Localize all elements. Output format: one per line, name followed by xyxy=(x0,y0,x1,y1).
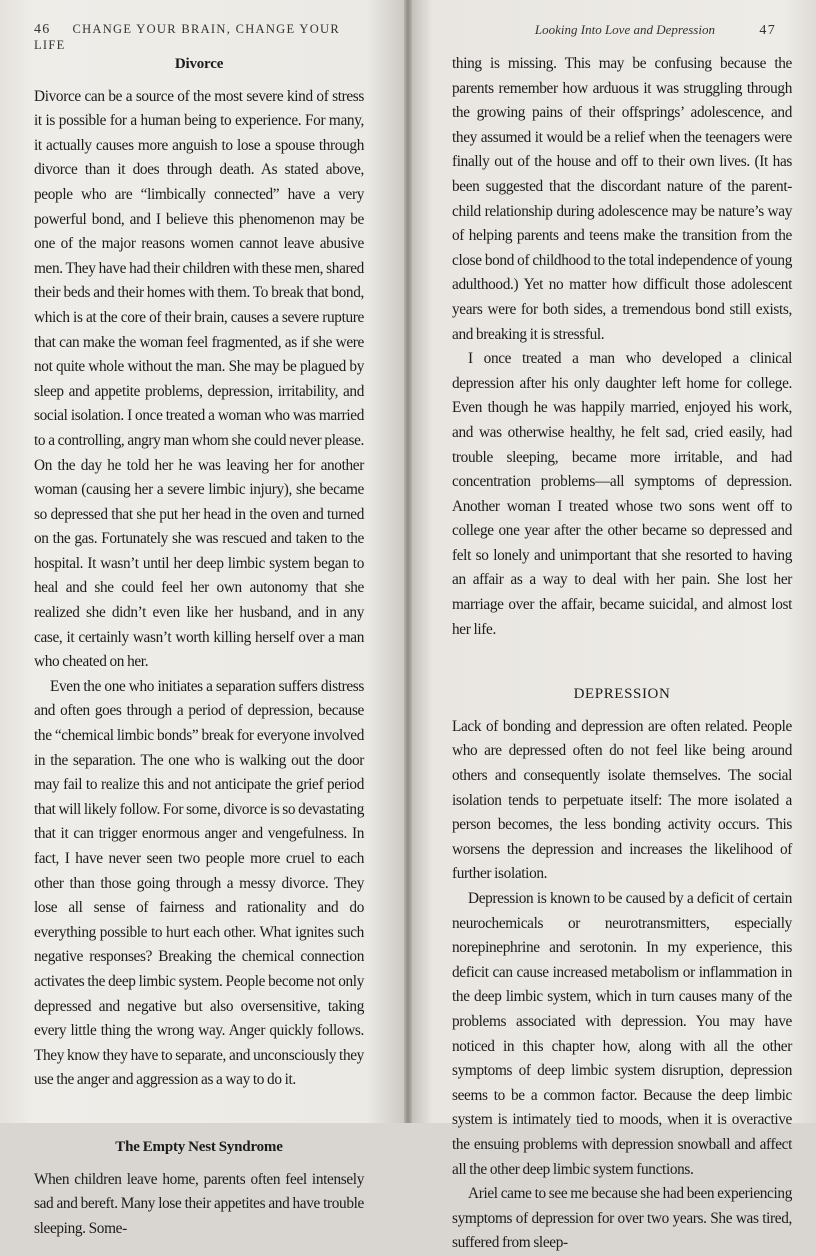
left-page xyxy=(0,0,408,1237)
right-page-number: 47 xyxy=(759,23,776,38)
divorce-paragraph-2: Even the one who initiates a separation suffers distress and often goes through a period of depression, because the “chemical limbic bonds” break for everyone involved in the separation. The one who is walking out the door may fail to realize this and not anticipate the grief period that will likely follow. For some, divorce is so devastating that it can trigger enormous anger and vengefulness. In fact, I have never seen two people more cruel to each other than those going through a messy divorce. They lose all sense of fairness and rationality and do everything possible to hurt each other. What ignites such negative responses? Breaking the chemical connection activates the deep limbic system. People become not only depressed and negative but also oversensitive, taking every little thing the wrong way. Anger quickly follows. They know they have to separate, and unconsciously they use the anger and aggression as a way to do it. xyxy=(34,677,364,1089)
book-gutter xyxy=(404,0,412,1123)
left-page-number: 46 xyxy=(34,22,51,37)
empty-nest-paragraph-2: I once treated a man who developed a clinical depression after his only daughter left home for college. Even though he was happily married, enjoyed his work, and was otherwise healthy, he felt sad, cried easily, had trouble sleeping, became more irritable, and had concentration problems—all symptoms of depression. Another woman I treated whose two sons went off to college one year after the other became so depressed and felt so lonely and unimportant that she resorted to having an affair as a way to deal with her pain. She lost her marriage over the affair, became suicidal, and almost lost her life. xyxy=(452,350,792,638)
right-page xyxy=(408,0,816,1252)
right-page-body xyxy=(452,52,792,1256)
left-page-header xyxy=(34,22,368,53)
divorce-heading: Divorce xyxy=(174,56,224,72)
empty-nest-paragraph-1-continued: thing is missing. This may be confusing because the parents remember how arduous it was struggling through the growing pains of their offsprings’ adolescence, and they assumed it would be a relief when the teenagers were finally out of the house and off to their own lives. (It has been suggested that the discordant nature of the parent-child relationship during adolescence may be nature’s way of helping parents and teens make the transition from the close bond of childhood to the total independence of young adulthood.) Yet no matter how difficult those adolescent years were for both sides, a tremendous bond still exists, and breaking it is stressful. xyxy=(452,55,792,343)
right-running-head: Looking Into Love and Depression xyxy=(534,22,715,37)
empty-nest-heading: The Empty Nest Syndrome xyxy=(115,1138,283,1155)
left-running-head: CHANGE YOUR BRAIN, CHANGE YOUR LIFE xyxy=(34,22,341,52)
depression-paragraph-3: Ariel came to see me because she had been experiencing symptoms of depression for over two years. She was tired, suffered from sleep- xyxy=(452,1185,792,1252)
left-page-body xyxy=(34,52,364,1241)
depression-heading: DEPRESSION xyxy=(573,686,671,703)
depression-paragraph-1: Lack of bonding and depression are often related. People who are depressed often do not feel like being around others and consequently isolate themselves. The social isolation tends to perpetuate itself: The more isolated a person becomes, the less bonding activity occurs. This worsens the depression and increases the likelihood of further isolation. xyxy=(452,717,792,883)
empty-nest-paragraph-1: When children leave home, parents often feel intensely sad and bereft. Many lose their appetites and have trouble sleeping. Some- xyxy=(34,1170,364,1237)
divorce-paragraph-1: Divorce can be a source of the most severe kind of stress it is possible for a human being to experience. For many, it actually causes more anguish to lose a spouse through divorce than it does through death. As stated above, people who are “limbically connected” have a very powerful bond, and I believe this phenomenon may be one of the major reasons women cannot leave abusive men. They have had their children with these men, shared their beds and their homes with them. To break that bond, which is at the core of their brain, causes a severe rupture that can make the woman feel fragmented, as if she were not quite whole without the man. She may be plagued by sleep and appetite problems, depression, irritability, and social isolation. I once treated a woman who was married to a controlling, angry man whom she could never please. On the day he told her he was leaving her for another woman (causing her a severe limbic injury), she became so depressed that she put her head in the oven and turned on the gas. Fortunately she was rescued and taken to the hospital. It wasn’t until her deep limbic system began to heal and she could feel her own autonomy that she realized she didn’t even like her husband, and in any case, it certainly wasn’t worth killing herself over a man who cheated on her. xyxy=(34,87,364,671)
right-page-header xyxy=(440,22,776,39)
depression-paragraph-2: Depression is known to be caused by a deficit of certain neurochemicals or neurotransmitters, especially norepinephrine and serotonin. In my experience, this deficit can cause increased metabolism or inflammation in the deep limbic system, which in turn causes many of the problems associated with depression. You may have noticed in this chapter how, along with all the other symptoms of deep limbic system disruption, depression seems to be a common factor. Because the deep limbic system is intimately tied to moods, when it is overactive the ensuing problems with depression snowball and affect all the other deep limbic system functions. xyxy=(452,890,792,1178)
